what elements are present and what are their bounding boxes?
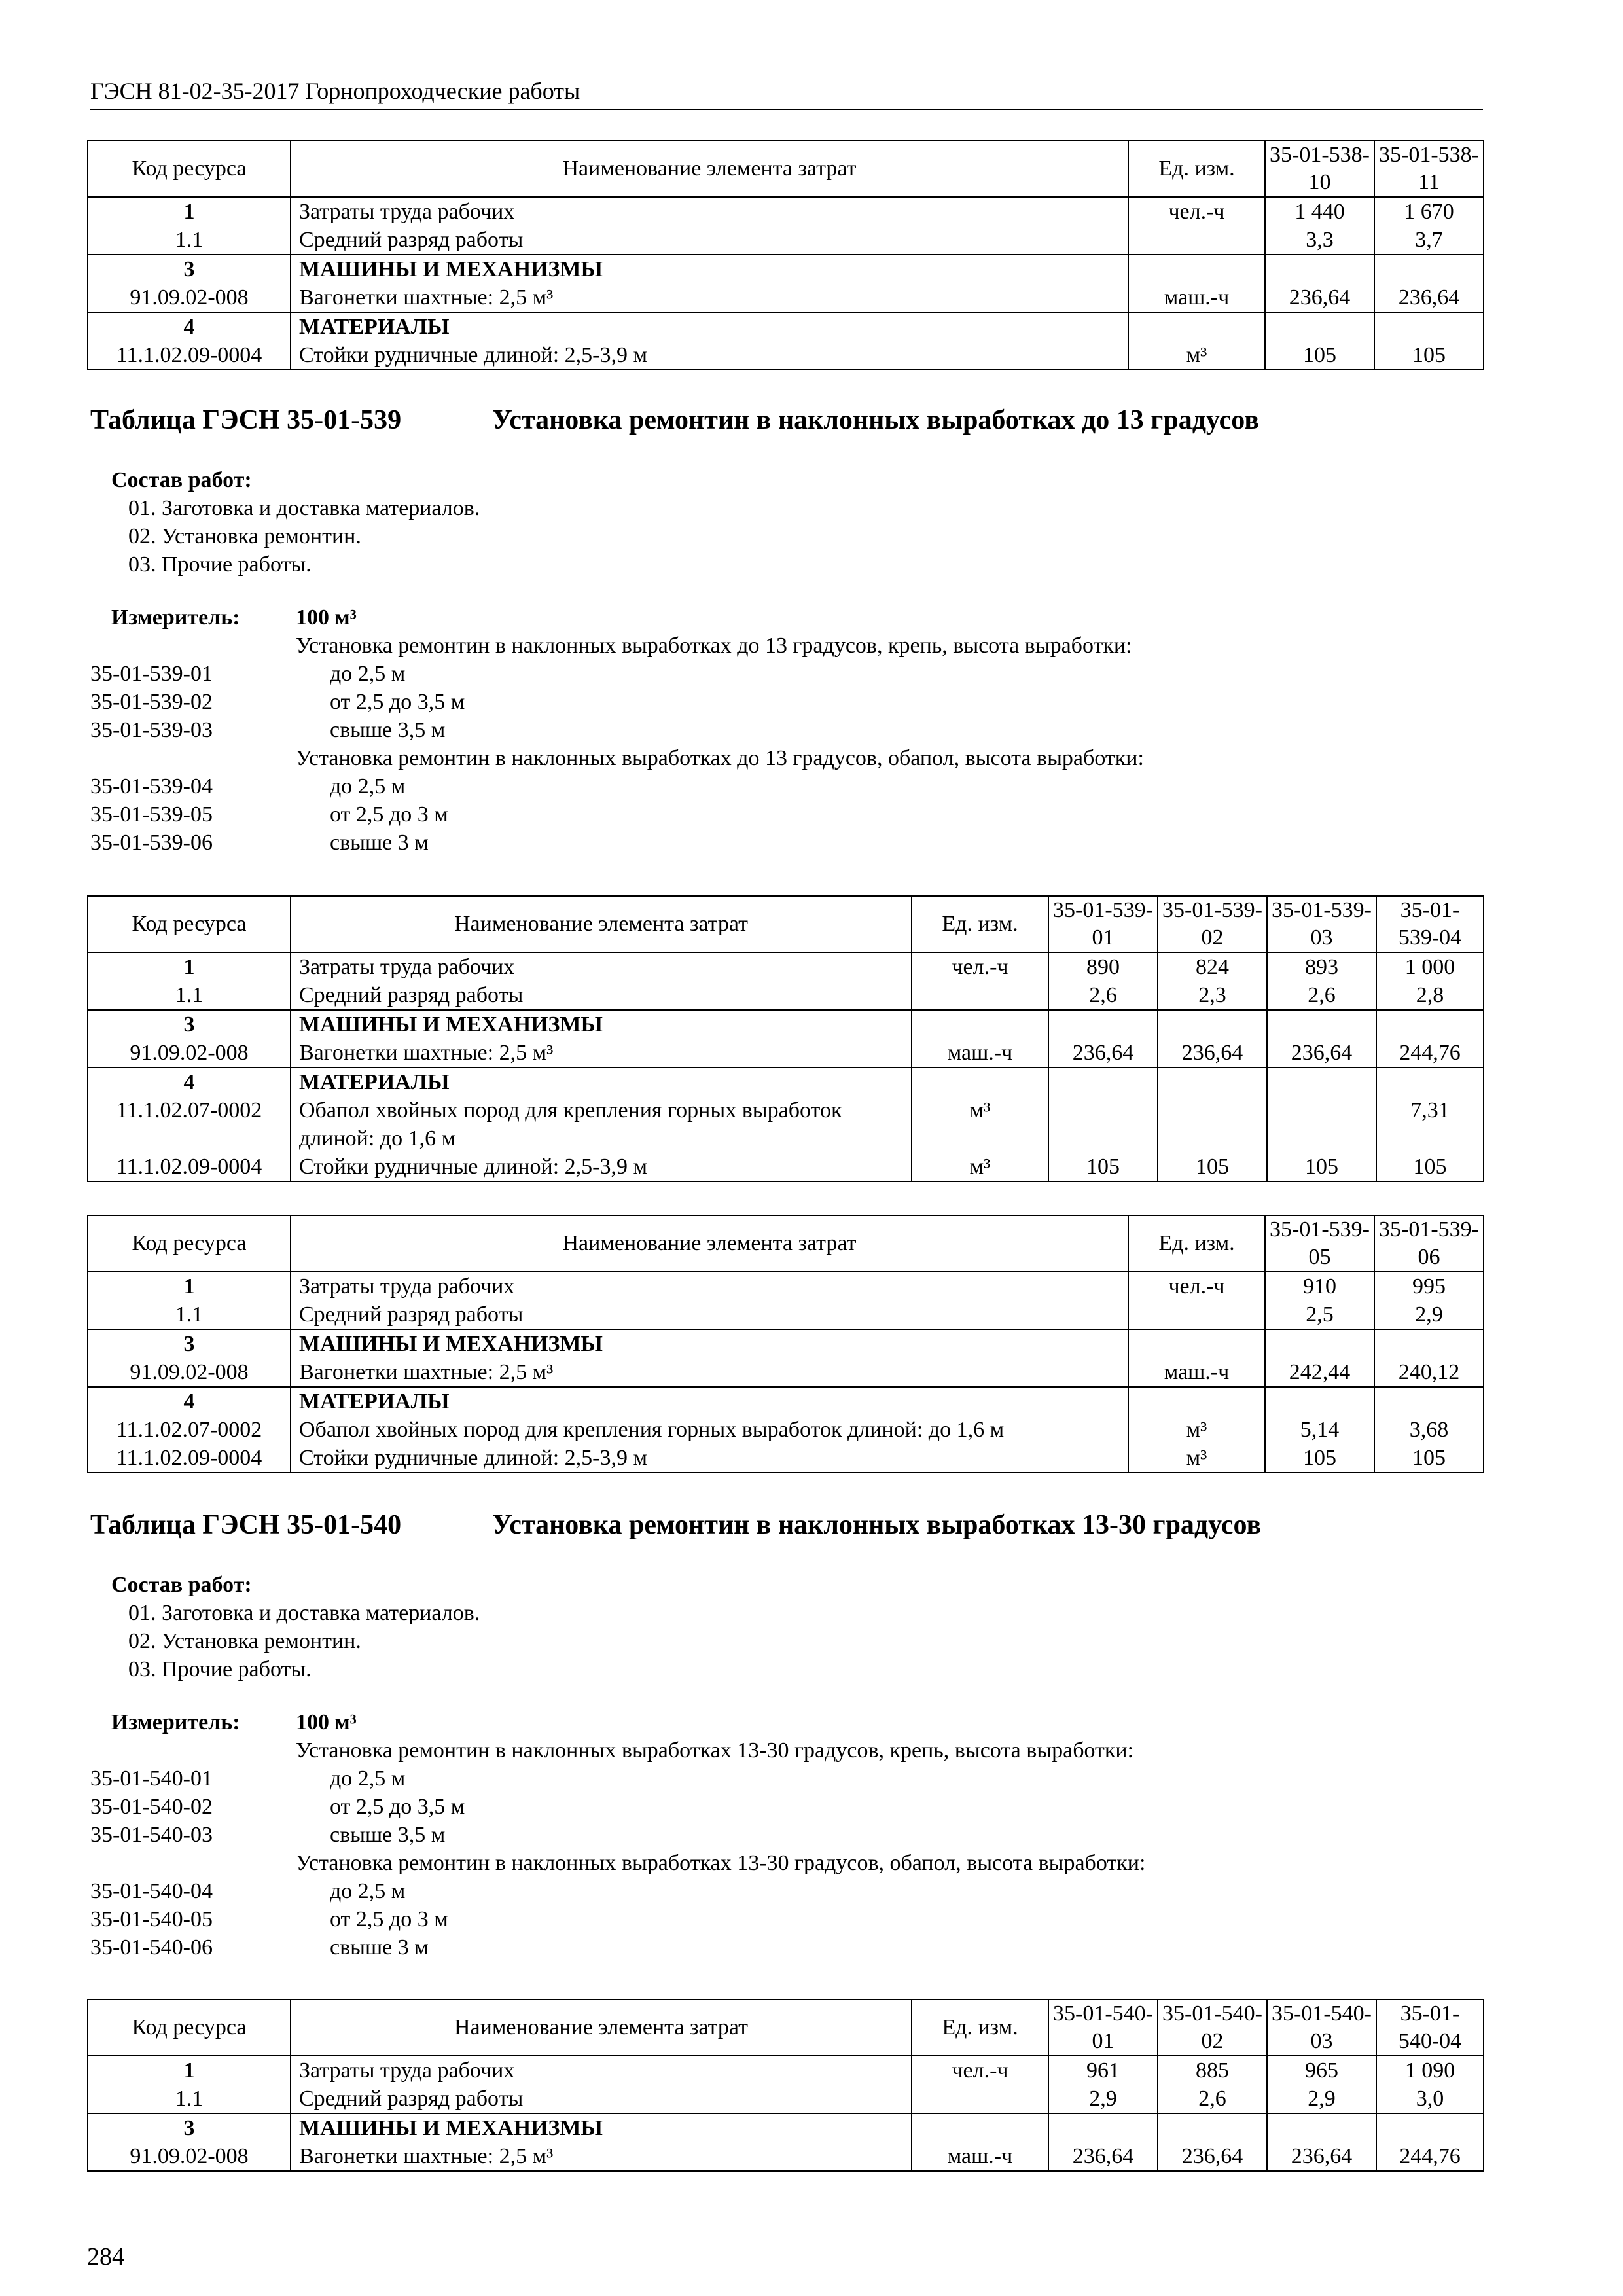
resource-unit [912, 1067, 1048, 1096]
section-heading: МАШИНЫ И МЕХАНИЗМЫ [291, 1329, 1128, 1358]
resource-unit: маш.-ч [1128, 1358, 1265, 1387]
table-row [88, 312, 1484, 341]
norm-description: до 2,5 м [330, 662, 406, 686]
norm-value [1265, 1387, 1374, 1416]
table-row [88, 226, 1484, 255]
norm-code: 35-01-540-06 [90, 1935, 213, 1960]
resource-name: Средний разряд работы [291, 1300, 1128, 1329]
norm-value: 910 [1265, 1272, 1374, 1300]
resource-unit: м³ [1128, 1416, 1265, 1444]
norm-description: свыше 3 м [330, 831, 429, 855]
col-code-header: Код ресурса [88, 141, 291, 197]
table-row [88, 255, 1484, 283]
norm-value [1158, 1010, 1267, 1039]
norm-value [1374, 1329, 1484, 1358]
norm-code: 35-01-540-04 [90, 1879, 213, 1903]
resource-unit: м³ [912, 1096, 1048, 1153]
norm-value: 5,14 [1265, 1416, 1374, 1444]
table-row [88, 1067, 1484, 1096]
col-norm-header: 35-01-538-10 [1265, 141, 1374, 197]
norm-value: 236,64 [1374, 283, 1484, 312]
norm-description: свыше 3 м [330, 1935, 429, 1960]
col-norm-header: 35-01-540-03 [1267, 2000, 1376, 2056]
meter-block-539 [90, 603, 1465, 857]
norm-value: 240,12 [1374, 1358, 1484, 1387]
resource-code: 1 [88, 1272, 291, 1300]
norm-value: 893 [1267, 952, 1376, 981]
table-538-continuation [87, 140, 1484, 370]
norm-code: 35-01-539-05 [90, 802, 213, 827]
resource-unit: м³ [1128, 341, 1265, 370]
page-number: 284 [87, 2243, 124, 2270]
norm-code: 35-01-540-01 [90, 1767, 213, 1791]
resource-unit: чел.-ч [1128, 1272, 1265, 1300]
table-row [88, 981, 1484, 1010]
table-540-01-04 [87, 1999, 1484, 2172]
works-composition-540 [111, 1571, 480, 1683]
resource-code: 11.1.02.07-0002 [88, 1416, 291, 1444]
table-row [88, 1272, 1484, 1300]
norm-value: 236,64 [1265, 283, 1374, 312]
norm-value: 1 440 [1265, 197, 1374, 226]
table-header-row [88, 896, 1484, 952]
resource-name: Вагонетки шахтные: 2,5 м³ [291, 1039, 912, 1067]
col-norm-header: 35-01-539-01 [1048, 896, 1158, 952]
resource-unit [912, 2085, 1048, 2113]
norm-code: 35-01-539-06 [90, 831, 213, 855]
norm-code: 35-01-539-03 [90, 718, 213, 742]
col-name-header: Наименование элемента затрат [291, 141, 1128, 197]
works-label: Состав работ: [111, 468, 252, 492]
norm-value: 236,64 [1267, 1039, 1376, 1067]
section-heading: МАТЕРИАЛЫ [291, 1387, 1128, 1416]
table-title: Установка ремонтин в наклонных выработках 13-30 градусов [492, 1510, 1262, 1540]
norm-code: 35-01-540-05 [90, 1907, 213, 1931]
meter-value: 100 м³ [296, 1710, 357, 1734]
works-composition-539 [111, 466, 480, 579]
norm-value [1267, 1067, 1376, 1096]
resource-name: Затраты труда рабочих [291, 952, 912, 981]
norm-value: 2,9 [1048, 2085, 1158, 2113]
norm-value [1265, 312, 1374, 341]
norm-value: 1 000 [1376, 952, 1484, 981]
resource-unit: чел.-ч [912, 2056, 1048, 2085]
resource-code: 1.1 [88, 1300, 291, 1329]
meter-label: Измеритель: [111, 605, 240, 630]
norm-group-heading: Установка ремонтин в наклонных выработках до 13 градусов, крепь, высота выработки: [296, 634, 1132, 658]
resource-code: 4 [88, 312, 291, 341]
col-norm-header: 35-01-539-02 [1158, 896, 1267, 952]
table-row [88, 1153, 1484, 1181]
col-norm-header: 35-01-539-05 [1265, 1215, 1374, 1272]
norm-value [1048, 2113, 1158, 2142]
norm-description: от 2,5 до 3 м [330, 1907, 448, 1931]
norm-value: 2,9 [1374, 1300, 1484, 1329]
norm-description: до 2,5 м [330, 1767, 406, 1791]
norm-value: 105 [1374, 1444, 1484, 1473]
norm-value: 236,64 [1158, 2142, 1267, 2171]
norm-value: 105 [1376, 1153, 1484, 1181]
resource-name: Средний разряд работы [291, 226, 1128, 255]
table-row [88, 1039, 1484, 1067]
norm-value: 236,64 [1158, 1039, 1267, 1067]
norm-code: 35-01-539-01 [90, 662, 213, 686]
resource-unit: м³ [912, 1153, 1048, 1181]
resource-code: 4 [88, 1067, 291, 1096]
resource-code: 1 [88, 2056, 291, 2085]
norm-value: 3,0 [1376, 2085, 1484, 2113]
col-unit-header: Ед. изм. [1128, 1215, 1265, 1272]
norm-value: 105 [1265, 341, 1374, 370]
norm-value: 2,6 [1158, 2085, 1267, 2113]
resource-code: 1.1 [88, 2085, 291, 2113]
work-item: 03. Прочие работы. [128, 552, 312, 577]
norm-value: 2,6 [1267, 981, 1376, 1010]
resource-code: 1.1 [88, 226, 291, 255]
norm-value: 244,76 [1376, 2142, 1484, 2171]
col-name-header: Наименование элемента затрат [291, 1215, 1128, 1272]
resource-unit: маш.-ч [1128, 283, 1265, 312]
norm-value: 2,6 [1048, 981, 1158, 1010]
col-name-header: Наименование элемента затрат [291, 896, 912, 952]
resource-unit [1128, 312, 1265, 341]
resource-code: 91.09.02-008 [88, 1039, 291, 1067]
norm-value: 236,64 [1048, 1039, 1158, 1067]
norm-value [1376, 1010, 1484, 1039]
norm-value: 105 [1048, 1153, 1158, 1181]
table-number: Таблица ГЭСН 35-01-540 [90, 1510, 402, 1540]
section-heading: МАТЕРИАЛЫ [291, 312, 1128, 341]
section-heading: МАШИНЫ И МЕХАНИЗМЫ [291, 2113, 912, 2142]
table-row [88, 2113, 1484, 2142]
norm-value [1376, 1067, 1484, 1096]
col-norm-header: 35-01-539-04 [1376, 896, 1484, 952]
section-title-539 [90, 404, 1259, 436]
work-item: 01. Заготовка и доставка материалов. [128, 1601, 480, 1625]
norm-value: 1 670 [1374, 197, 1484, 226]
norm-value: 105 [1158, 1153, 1267, 1181]
resource-unit [1128, 255, 1265, 283]
norm-value [1374, 312, 1484, 341]
norm-value [1374, 255, 1484, 283]
resource-code: 11.1.02.09-0004 [88, 1153, 291, 1181]
resource-code: 11.1.02.09-0004 [88, 1444, 291, 1473]
table-row [88, 2142, 1484, 2171]
table-row [88, 283, 1484, 312]
norm-description: свыше 3,5 м [330, 718, 446, 742]
table-row [88, 1300, 1484, 1329]
norm-code: 35-01-539-02 [90, 690, 213, 714]
norm-code: 35-01-540-02 [90, 1795, 213, 1819]
resource-code: 11.1.02.07-0002 [88, 1096, 291, 1153]
table-row [88, 1444, 1484, 1473]
section-heading: МАТЕРИАЛЫ [291, 1067, 912, 1096]
resource-name: Обапол хвойных пород для крепления горных выработок длиной: до 1,6 м [291, 1096, 912, 1153]
norm-description: до 2,5 м [330, 1879, 406, 1903]
header-rule [90, 109, 1483, 110]
norm-value [1265, 255, 1374, 283]
col-norm-header: 35-01-539-03 [1267, 896, 1376, 952]
norm-group-heading: Установка ремонтин в наклонных выработках до 13 градусов, обапол, высота выработки: [296, 746, 1144, 770]
resource-code: 3 [88, 2113, 291, 2142]
resource-unit: чел.-ч [912, 952, 1048, 981]
norm-value [1048, 1010, 1158, 1039]
norm-value [1158, 1096, 1267, 1153]
norm-value: 3,7 [1374, 226, 1484, 255]
table-row [88, 952, 1484, 981]
resource-unit [1128, 1300, 1265, 1329]
norm-description: от 2,5 до 3 м [330, 802, 448, 827]
norm-value: 965 [1267, 2056, 1376, 2085]
resource-name: Вагонетки шахтные: 2,5 м³ [291, 2142, 912, 2171]
norm-value: 995 [1374, 1272, 1484, 1300]
work-item: 02. Установка ремонтин. [128, 524, 361, 548]
norm-value: 236,64 [1048, 2142, 1158, 2171]
norm-value: 1 090 [1376, 2056, 1484, 2085]
work-item: 03. Прочие работы. [128, 1657, 312, 1681]
table-header-row [88, 1215, 1484, 1272]
resource-name: Стойки рудничные длиной: 2,5-3,9 м [291, 1153, 912, 1181]
norm-code: 35-01-540-03 [90, 1823, 213, 1847]
col-unit-header: Ед. изм. [1128, 141, 1265, 197]
col-norm-header: 35-01-538-11 [1374, 141, 1484, 197]
col-name-header: Наименование элемента затрат [291, 2000, 912, 2056]
norm-description: от 2,5 до 3,5 м [330, 690, 465, 714]
resource-name: Стойки рудничные длиной: 2,5-3,9 м [291, 341, 1128, 370]
norm-value [1048, 1096, 1158, 1153]
norm-value: 824 [1158, 952, 1267, 981]
table-row [88, 197, 1484, 226]
work-item: 01. Заготовка и доставка материалов. [128, 496, 480, 520]
resource-code: 1 [88, 197, 291, 226]
resource-name: Вагонетки шахтные: 2,5 м³ [291, 283, 1128, 312]
resource-code: 91.09.02-008 [88, 1358, 291, 1387]
section-heading: МАШИНЫ И МЕХАНИЗМЫ [291, 255, 1128, 283]
resource-name: Средний разряд работы [291, 981, 912, 1010]
norm-value: 105 [1267, 1153, 1376, 1181]
resource-name: Стойки рудничные длиной: 2,5-3,9 м [291, 1444, 1128, 1473]
table-row [88, 2085, 1484, 2113]
norm-value: 2,8 [1376, 981, 1484, 1010]
norm-value [1048, 1067, 1158, 1096]
col-code-header: Код ресурса [88, 896, 291, 952]
resource-code: 3 [88, 1010, 291, 1039]
col-norm-header: 35-01-539-06 [1374, 1215, 1484, 1272]
resource-unit [912, 2113, 1048, 2142]
norm-value: 105 [1265, 1444, 1374, 1473]
resource-unit: м³ [1128, 1444, 1265, 1473]
table-row [88, 1387, 1484, 1416]
meter-label: Измеритель: [111, 1710, 240, 1734]
table-539-01-04 [87, 895, 1484, 1182]
resource-unit [912, 1010, 1048, 1039]
norm-value: 961 [1048, 2056, 1158, 2085]
norm-value: 2,9 [1267, 2085, 1376, 2113]
norm-value: 105 [1374, 341, 1484, 370]
works-label: Состав работ: [111, 1573, 252, 1597]
section-title-540 [90, 1509, 1261, 1541]
resource-unit [1128, 226, 1265, 255]
norm-value [1267, 1096, 1376, 1153]
table-539-05-06 [87, 1215, 1484, 1473]
norm-value: 890 [1048, 952, 1158, 981]
running-header: ГЭСН 81-02-35-2017 Горнопроходческие работы [90, 78, 580, 104]
resource-unit [912, 981, 1048, 1010]
norm-value [1376, 2113, 1484, 2142]
col-code-header: Код ресурса [88, 1215, 291, 1272]
table-row [88, 2056, 1484, 2085]
norm-description: от 2,5 до 3,5 м [330, 1795, 465, 1819]
resource-unit: маш.-ч [912, 2142, 1048, 2171]
col-code-header: Код ресурса [88, 2000, 291, 2056]
meter-value: 100 м³ [296, 605, 357, 630]
norm-value: 3,68 [1374, 1416, 1484, 1444]
col-norm-header: 35-01-540-04 [1376, 2000, 1484, 2056]
norm-value: 2,5 [1265, 1300, 1374, 1329]
col-unit-header: Ед. изм. [912, 2000, 1048, 2056]
norm-value: 244,76 [1376, 1039, 1484, 1067]
table-row [88, 341, 1484, 370]
norm-value: 7,31 [1376, 1096, 1484, 1153]
resource-code: 11.1.02.09-0004 [88, 341, 291, 370]
section-heading: МАШИНЫ И МЕХАНИЗМЫ [291, 1010, 912, 1039]
resource-name: Обапол хвойных пород для крепления горных выработок длиной: до 1,6 м [291, 1416, 1128, 1444]
col-unit-header: Ед. изм. [912, 896, 1048, 952]
table-number: Таблица ГЭСН 35-01-539 [90, 405, 402, 435]
resource-code: 91.09.02-008 [88, 283, 291, 312]
resource-code: 1.1 [88, 981, 291, 1010]
resource-code: 3 [88, 1329, 291, 1358]
resource-name: Затраты труда рабочих [291, 2056, 912, 2085]
norm-description: свыше 3,5 м [330, 1823, 446, 1847]
norm-value: 3,3 [1265, 226, 1374, 255]
norm-value [1374, 1387, 1484, 1416]
resource-name: Средний разряд работы [291, 2085, 912, 2113]
norm-value [1158, 1067, 1267, 1096]
resource-code: 91.09.02-008 [88, 2142, 291, 2171]
norm-value [1265, 1329, 1374, 1358]
resource-unit [1128, 1329, 1265, 1358]
norm-value: 242,44 [1265, 1358, 1374, 1387]
norm-group-heading: Установка ремонтин в наклонных выработках 13-30 градусов, обапол, высота выработки: [296, 1851, 1146, 1875]
norm-value: 2,3 [1158, 981, 1267, 1010]
resource-name: Затраты труда рабочих [291, 197, 1128, 226]
norm-value: 885 [1158, 2056, 1267, 2085]
resource-unit: чел.-ч [1128, 197, 1265, 226]
work-item: 02. Установка ремонтин. [128, 1629, 361, 1653]
table-row [88, 1358, 1484, 1387]
resource-unit [1128, 1387, 1265, 1416]
resource-unit: маш.-ч [912, 1039, 1048, 1067]
resource-name: Вагонетки шахтные: 2,5 м³ [291, 1358, 1128, 1387]
resource-code: 1 [88, 952, 291, 981]
resource-name: Затраты труда рабочих [291, 1272, 1128, 1300]
table-row [88, 1416, 1484, 1444]
resource-code: 4 [88, 1387, 291, 1416]
norm-value [1267, 2113, 1376, 2142]
meter-block-540 [90, 1708, 1465, 1962]
norm-group-heading: Установка ремонтин в наклонных выработках 13-30 градусов, крепь, высота выработки: [296, 1738, 1134, 1763]
table-row [88, 1096, 1484, 1153]
norm-value [1158, 2113, 1267, 2142]
col-norm-header: 35-01-540-01 [1048, 2000, 1158, 2056]
table-header-row [88, 2000, 1484, 2056]
table-row [88, 1329, 1484, 1358]
norm-code: 35-01-539-04 [90, 774, 213, 798]
table-title: Установка ремонтин в наклонных выработках до 13 градусов [492, 405, 1259, 435]
table-header-row [88, 141, 1484, 197]
norm-value [1267, 1010, 1376, 1039]
col-norm-header: 35-01-540-02 [1158, 2000, 1267, 2056]
table-row [88, 1010, 1484, 1039]
norm-value: 236,64 [1267, 2142, 1376, 2171]
norm-description: до 2,5 м [330, 774, 406, 798]
resource-code: 3 [88, 255, 291, 283]
